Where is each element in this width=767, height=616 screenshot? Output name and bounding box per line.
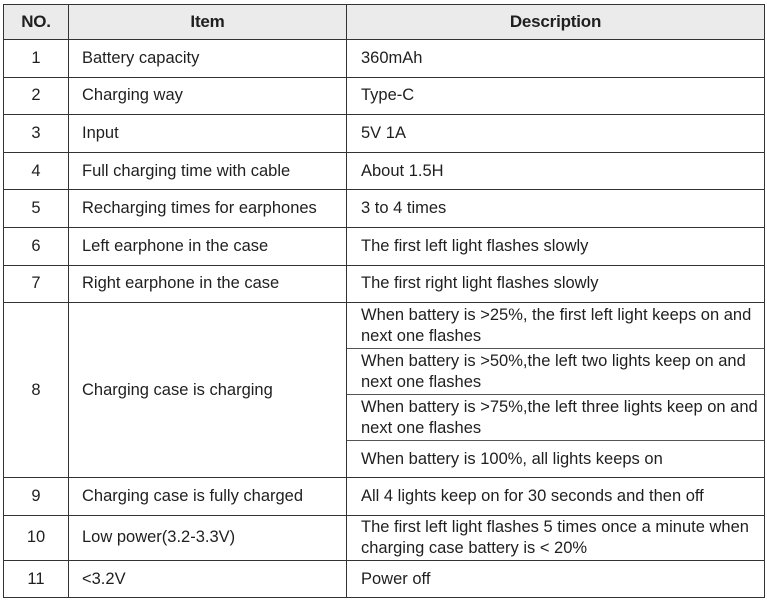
table-row: [4, 478, 765, 516]
row-description: The first left light flashes 5 times once a minute when charging case battery is < 20%: [347, 515, 765, 560]
row-number: 7: [4, 265, 69, 303]
spec-table: [3, 4, 765, 598]
charging-state-description: When battery is >25%, the first left light keeps on and next one flashes: [347, 303, 764, 349]
table-row: [4, 227, 765, 265]
row-item: Charging case is fully charged: [69, 478, 347, 516]
row-number: 9: [4, 478, 69, 516]
table-row: [4, 40, 765, 78]
table-row: [4, 560, 765, 598]
row-item: Left earphone in the case: [69, 227, 347, 265]
row-description: Type-C: [347, 77, 765, 115]
header-no: NO.: [4, 5, 69, 40]
table-row: [4, 152, 765, 190]
row-description: About 1.5H: [347, 152, 765, 190]
table-row: [4, 115, 765, 153]
row-item: <3.2V: [69, 560, 347, 598]
row-item: Charging case is charging: [69, 303, 347, 478]
row-item: Full charging time with cable: [69, 152, 347, 190]
table-row: [4, 265, 765, 303]
header-item: Item: [69, 5, 347, 40]
table-header-row: [4, 5, 765, 40]
row-description: 5V 1A: [347, 115, 765, 153]
table-row: [4, 515, 765, 560]
row-number: 8: [4, 303, 69, 478]
header-description: Description: [347, 5, 765, 40]
charging-state-description: When battery is 100%, all lights keeps on: [361, 449, 663, 468]
row-number: 1: [4, 40, 69, 78]
row-description: 360mAh: [347, 40, 765, 78]
charging-state-description: When battery is >75%,the left three lights keep on and next one flashes: [347, 395, 764, 441]
row-description: Power off: [347, 560, 765, 598]
row-description: The first right light flashes slowly: [347, 265, 765, 303]
row-number: 4: [4, 152, 69, 190]
row-number: 5: [4, 190, 69, 228]
row-number: 6: [4, 227, 69, 265]
row-number: 2: [4, 77, 69, 115]
row-item: Battery capacity: [69, 40, 347, 78]
row-item: Input: [69, 115, 347, 153]
row-description: All 4 lights keep on for 30 seconds and then off: [347, 478, 765, 516]
table-row: [4, 303, 765, 478]
table-row: [4, 77, 765, 115]
charging-state-description: When battery is >50%,the left two lights keep on and next one flashes: [347, 349, 764, 395]
table-row: [4, 190, 765, 228]
row-number: 10: [4, 515, 69, 560]
row-number: 3: [4, 115, 69, 153]
row-item: Low power(3.2-3.3V): [69, 515, 347, 560]
row-description: 3 to 4 times: [347, 190, 765, 228]
row-description-group: [347, 303, 765, 478]
row-item: Right earphone in the case: [69, 265, 347, 303]
row-item: Recharging times for earphones: [69, 190, 347, 228]
spec-table-wrapper: [3, 4, 765, 598]
row-description: The first left light flashes slowly: [347, 227, 765, 265]
row-number: 11: [4, 560, 69, 598]
row-item: Charging way: [69, 77, 347, 115]
